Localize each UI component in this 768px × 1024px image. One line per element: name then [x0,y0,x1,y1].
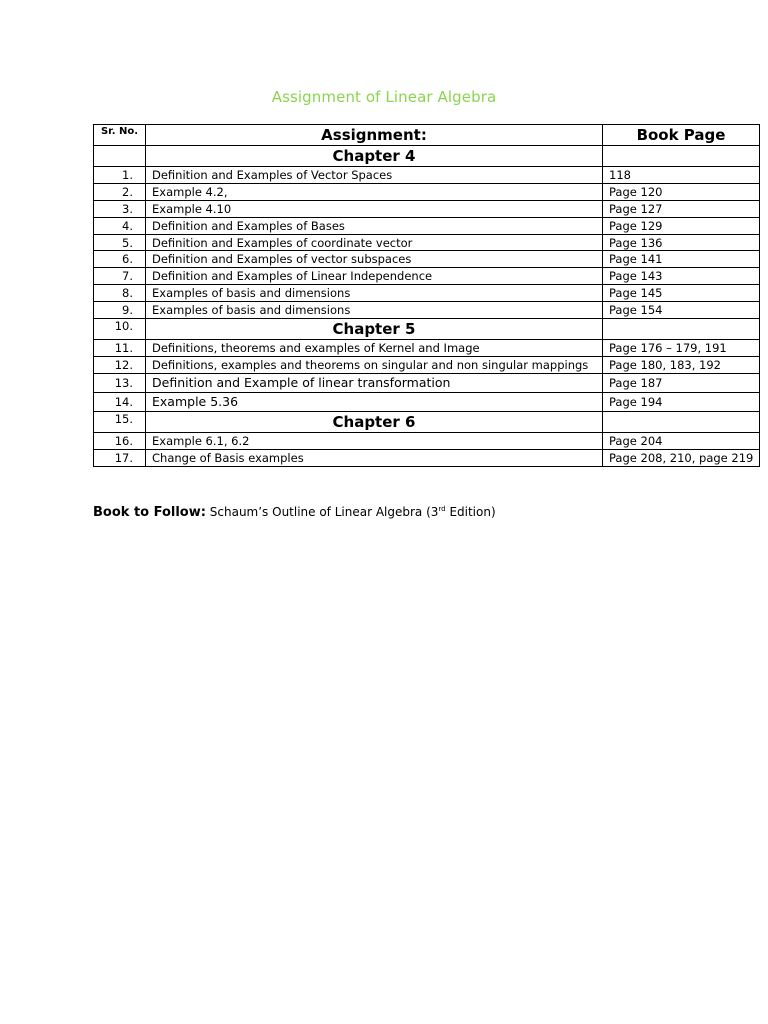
assignment-cell: Definition and Example of linear transformation [146,373,603,392]
table-body [94,146,760,467]
header-assignment: Assignment: [146,125,603,146]
sr-no-cell [94,146,146,167]
book-page-cell: Page 176 – 179, 191 [603,340,760,357]
assignment-cell: Example 4.2, [146,183,603,200]
book-title-end: Edition) [445,505,496,519]
book-page-cell [603,319,760,340]
table-row [94,234,760,251]
table-row [94,268,760,285]
assignment-cell: Examples of basis and dimensions [146,285,603,302]
chapter-heading: Chapter 5 [146,319,603,340]
table-row [94,356,760,373]
table-row [94,285,760,302]
sr-no-cell: 15. [94,411,146,432]
book-page-cell: Page 129 [603,217,760,234]
header-book-page: Book Page [603,125,760,146]
sr-no-cell: 9. [94,302,146,319]
book-title-text: Schaum’s Outline of Linear Algebra (3 [205,505,439,519]
sr-no-cell: 2. [94,183,146,200]
assignment-cell: Example 6.1, 6.2 [146,432,603,449]
sr-no-cell: 4. [94,217,146,234]
table-row [94,340,760,357]
table-row [94,200,760,217]
book-page-cell: Page 208, 210, page 219 [603,449,760,466]
assignment-cell: Definition and Examples of Linear Independence [146,268,603,285]
table-row [94,392,760,411]
book-page-cell: Page 136 [603,234,760,251]
table-row [94,373,760,392]
chapter-row [94,411,760,432]
table-row [94,167,760,184]
assignment-cell: Definition and Examples of Bases [146,217,603,234]
table-row [94,449,760,466]
sr-no-cell: 16. [94,432,146,449]
book-page-cell: Page 194 [603,392,760,411]
sr-no-cell: 8. [94,285,146,302]
book-page-cell: Page 154 [603,302,760,319]
chapter-heading: Chapter 6 [146,411,603,432]
book-page-cell: Page 145 [603,285,760,302]
assignment-cell: Definition and Examples of coordinate vector [146,234,603,251]
document-title: Assignment of Linear Algebra [271,88,497,106]
book-to-follow-label: Book to Follow: [93,505,206,520]
book-page-cell: Page 141 [603,251,760,268]
assignment-cell: Definitions, theorems and examples of Kernel and Image [146,340,603,357]
sr-no-cell: 13. [94,373,146,392]
sr-no-cell: 7. [94,268,146,285]
sr-no-cell: 17. [94,449,146,466]
header-sr-no: Sr. No. [94,125,146,146]
book-page-cell: Page 120 [603,183,760,200]
sr-no-cell: 12. [94,356,146,373]
assignment-cell: Definition and Examples of Vector Spaces [146,167,603,184]
chapter-row [94,319,760,340]
book-page-cell [603,411,760,432]
sr-no-cell: 3. [94,200,146,217]
assignment-cell: Definitions, examples and theorems on singular and non singular mappings [146,356,603,373]
book-page-cell [603,146,760,167]
sr-no-cell: 6. [94,251,146,268]
sr-no-cell: 10. [94,319,146,340]
book-page-cell: Page 204 [603,432,760,449]
assignment-cell: Example 4.10 [146,200,603,217]
chapter-heading: Chapter 4 [146,146,603,167]
book-title [206,505,496,519]
assignment-cell: Definition and Examples of vector subspaces [146,251,603,268]
table-row [94,302,760,319]
book-page-cell: Page 187 [603,373,760,392]
book-to-follow [93,505,496,520]
sr-no-cell: 14. [94,392,146,411]
chapter-row [94,146,760,167]
assignment-cell: Examples of basis and dimensions [146,302,603,319]
sr-no-cell: 11. [94,340,146,357]
book-page-cell: Page 143 [603,268,760,285]
assignment-table [93,124,760,467]
table-row [94,432,760,449]
sr-no-cell: 1. [94,167,146,184]
book-page-cell: Page 180, 183, 192 [603,356,760,373]
table-row [94,183,760,200]
sr-no-cell: 5. [94,234,146,251]
table-row [94,217,760,234]
assignment-cell: Example 5.36 [146,392,603,411]
table-header-row [94,125,760,146]
book-page-cell: 118 [603,167,760,184]
table-row [94,251,760,268]
assignment-cell: Change of Basis examples [146,449,603,466]
book-page-cell: Page 127 [603,200,760,217]
book-edition-superscript: rd [438,505,446,513]
